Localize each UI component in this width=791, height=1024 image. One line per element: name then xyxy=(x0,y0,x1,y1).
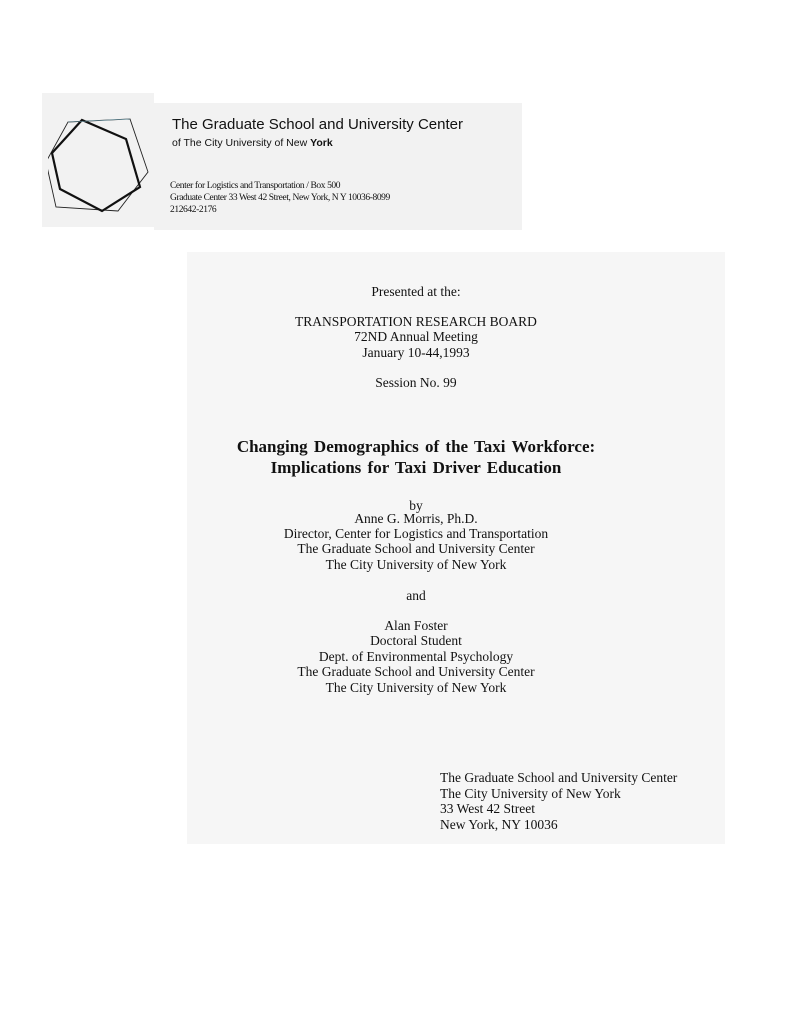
footer-address-line: New York, NY 10036 xyxy=(440,816,558,832)
interlocking-hexagons-logo-icon xyxy=(48,117,152,215)
paper-title xyxy=(187,436,645,478)
logo-panel xyxy=(42,93,154,227)
letterhead-text-panel xyxy=(154,103,522,230)
author-affiliation: The Graduate School and University Center xyxy=(297,664,535,679)
footer-address xyxy=(440,770,677,832)
title-page xyxy=(187,252,725,844)
address-line: Center for Logistics and Transportation / Box 500 xyxy=(170,181,341,191)
by-label: by xyxy=(409,498,423,513)
subtitle-bold: York xyxy=(310,137,333,149)
and-label: and xyxy=(406,588,426,603)
session-number: Session No. 99 xyxy=(375,375,457,390)
author-affiliation: Doctoral Student xyxy=(370,633,462,648)
author-affiliation: The City University of New York xyxy=(325,680,507,695)
footer-address-line: 33 West 42 Street xyxy=(440,801,536,816)
address-line: 212642-2176 xyxy=(170,205,217,215)
meeting: 72ND Annual Meeting xyxy=(354,329,478,344)
organization: TRANSPORTATION RESEARCH BOARD xyxy=(295,314,537,329)
author-affiliation: The Graduate School and University Center xyxy=(297,541,535,556)
paper-title-line: Changing Demographics of the Taxi Workforce: xyxy=(236,437,596,456)
author-name: Alan Foster xyxy=(384,618,448,633)
subtitle-prefix: of The City University of New xyxy=(172,137,308,149)
author-affiliation: Dept. of Environmental Psychology xyxy=(318,649,514,664)
address-line: Graduate Center 33 West 42 Street, New York, N Y 10036-8099 xyxy=(170,193,390,203)
author-affiliation: Director, Center for Logistics and Transportation xyxy=(283,526,549,541)
institution-subtitle xyxy=(172,137,333,149)
author-name: Anne G. Morris, Ph.D. xyxy=(354,511,478,526)
institution-title: The Graduate School and University Center xyxy=(172,116,463,133)
presented-at: Presented at the: xyxy=(371,284,461,299)
letterhead xyxy=(42,93,522,230)
paper-title-line: Implications for Taxi Driver Education xyxy=(270,458,562,477)
meeting-dates: January 10-44,1993 xyxy=(362,345,470,360)
author-affiliation: The City University of New York xyxy=(325,557,507,572)
footer-address-line: The Graduate School and University Center xyxy=(440,770,678,785)
footer-address-line: The City University of New York xyxy=(440,785,621,801)
letterhead-address xyxy=(170,180,390,216)
